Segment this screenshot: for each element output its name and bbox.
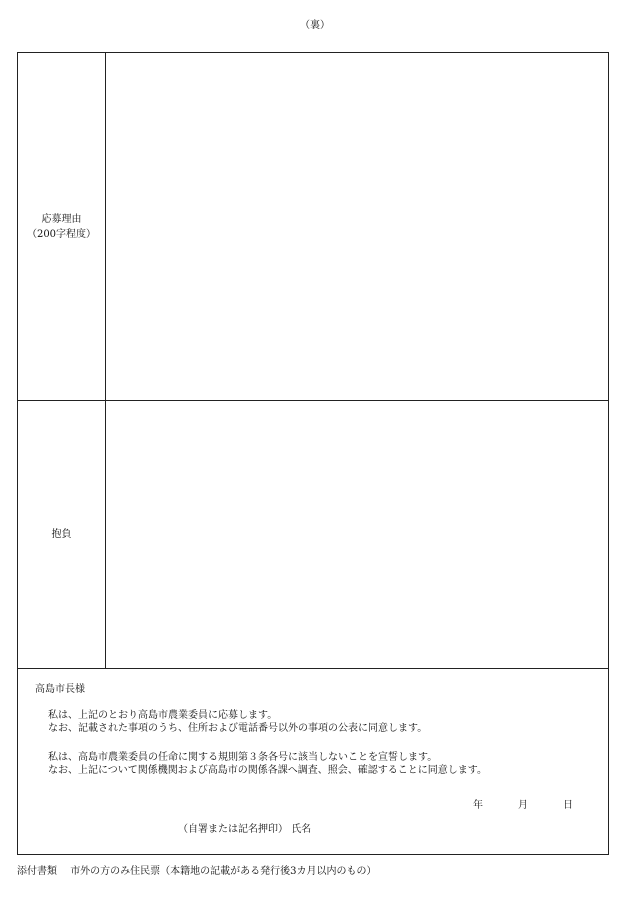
reason-length-note: （200字程度） — [26, 228, 97, 240]
aspiration-input-area[interactable] — [106, 401, 608, 668]
reason-label: 応募理由 — [41, 213, 82, 225]
page-side-label: （裏） — [300, 20, 330, 31]
date-year-label: 年 — [473, 800, 483, 811]
oath-paragraph — [48, 751, 487, 777]
application-statement: 私は、上記のとおり高島市農業委員に応募します。 — [48, 710, 278, 721]
date-month-label: 月 — [518, 800, 528, 811]
attachment-note — [17, 862, 377, 877]
declaration-section — [18, 669, 608, 854]
application-consent-paragraph — [48, 709, 427, 735]
aspiration-label: 抱負 — [51, 529, 72, 540]
aspiration-row — [18, 401, 608, 669]
attachment-label: 添付書類 — [17, 866, 57, 877]
addressee: 高島市長様 — [35, 684, 85, 695]
reason-input-area[interactable] — [106, 53, 608, 400]
publication-consent: なお、記載された事項のうち、住所および電話番号以外の事項の公表に同意します。 — [48, 723, 428, 734]
signature-note: （自署または記名押印） — [178, 824, 288, 835]
signature-line — [178, 823, 311, 836]
attachment-text: 市外の方のみ住民票（本籍地の記載がある発行後3カ月以内のもの） — [70, 866, 377, 877]
name-label: 氏名 — [291, 824, 312, 835]
application-form — [17, 52, 609, 855]
aspiration-label-cell — [18, 401, 106, 668]
date-day-label: 日 — [563, 800, 573, 811]
reason-label-cell — [18, 53, 106, 400]
oath-statement: 私は、高島市農業委員の任命に関する規則第３条各号に該当しないことを宣誓します。 — [48, 752, 438, 763]
reason-row — [18, 53, 608, 401]
investigation-consent: なお、上記について関係機関および高島市の関係各課へ調査、照会、確認することに同意します。 — [48, 765, 487, 776]
